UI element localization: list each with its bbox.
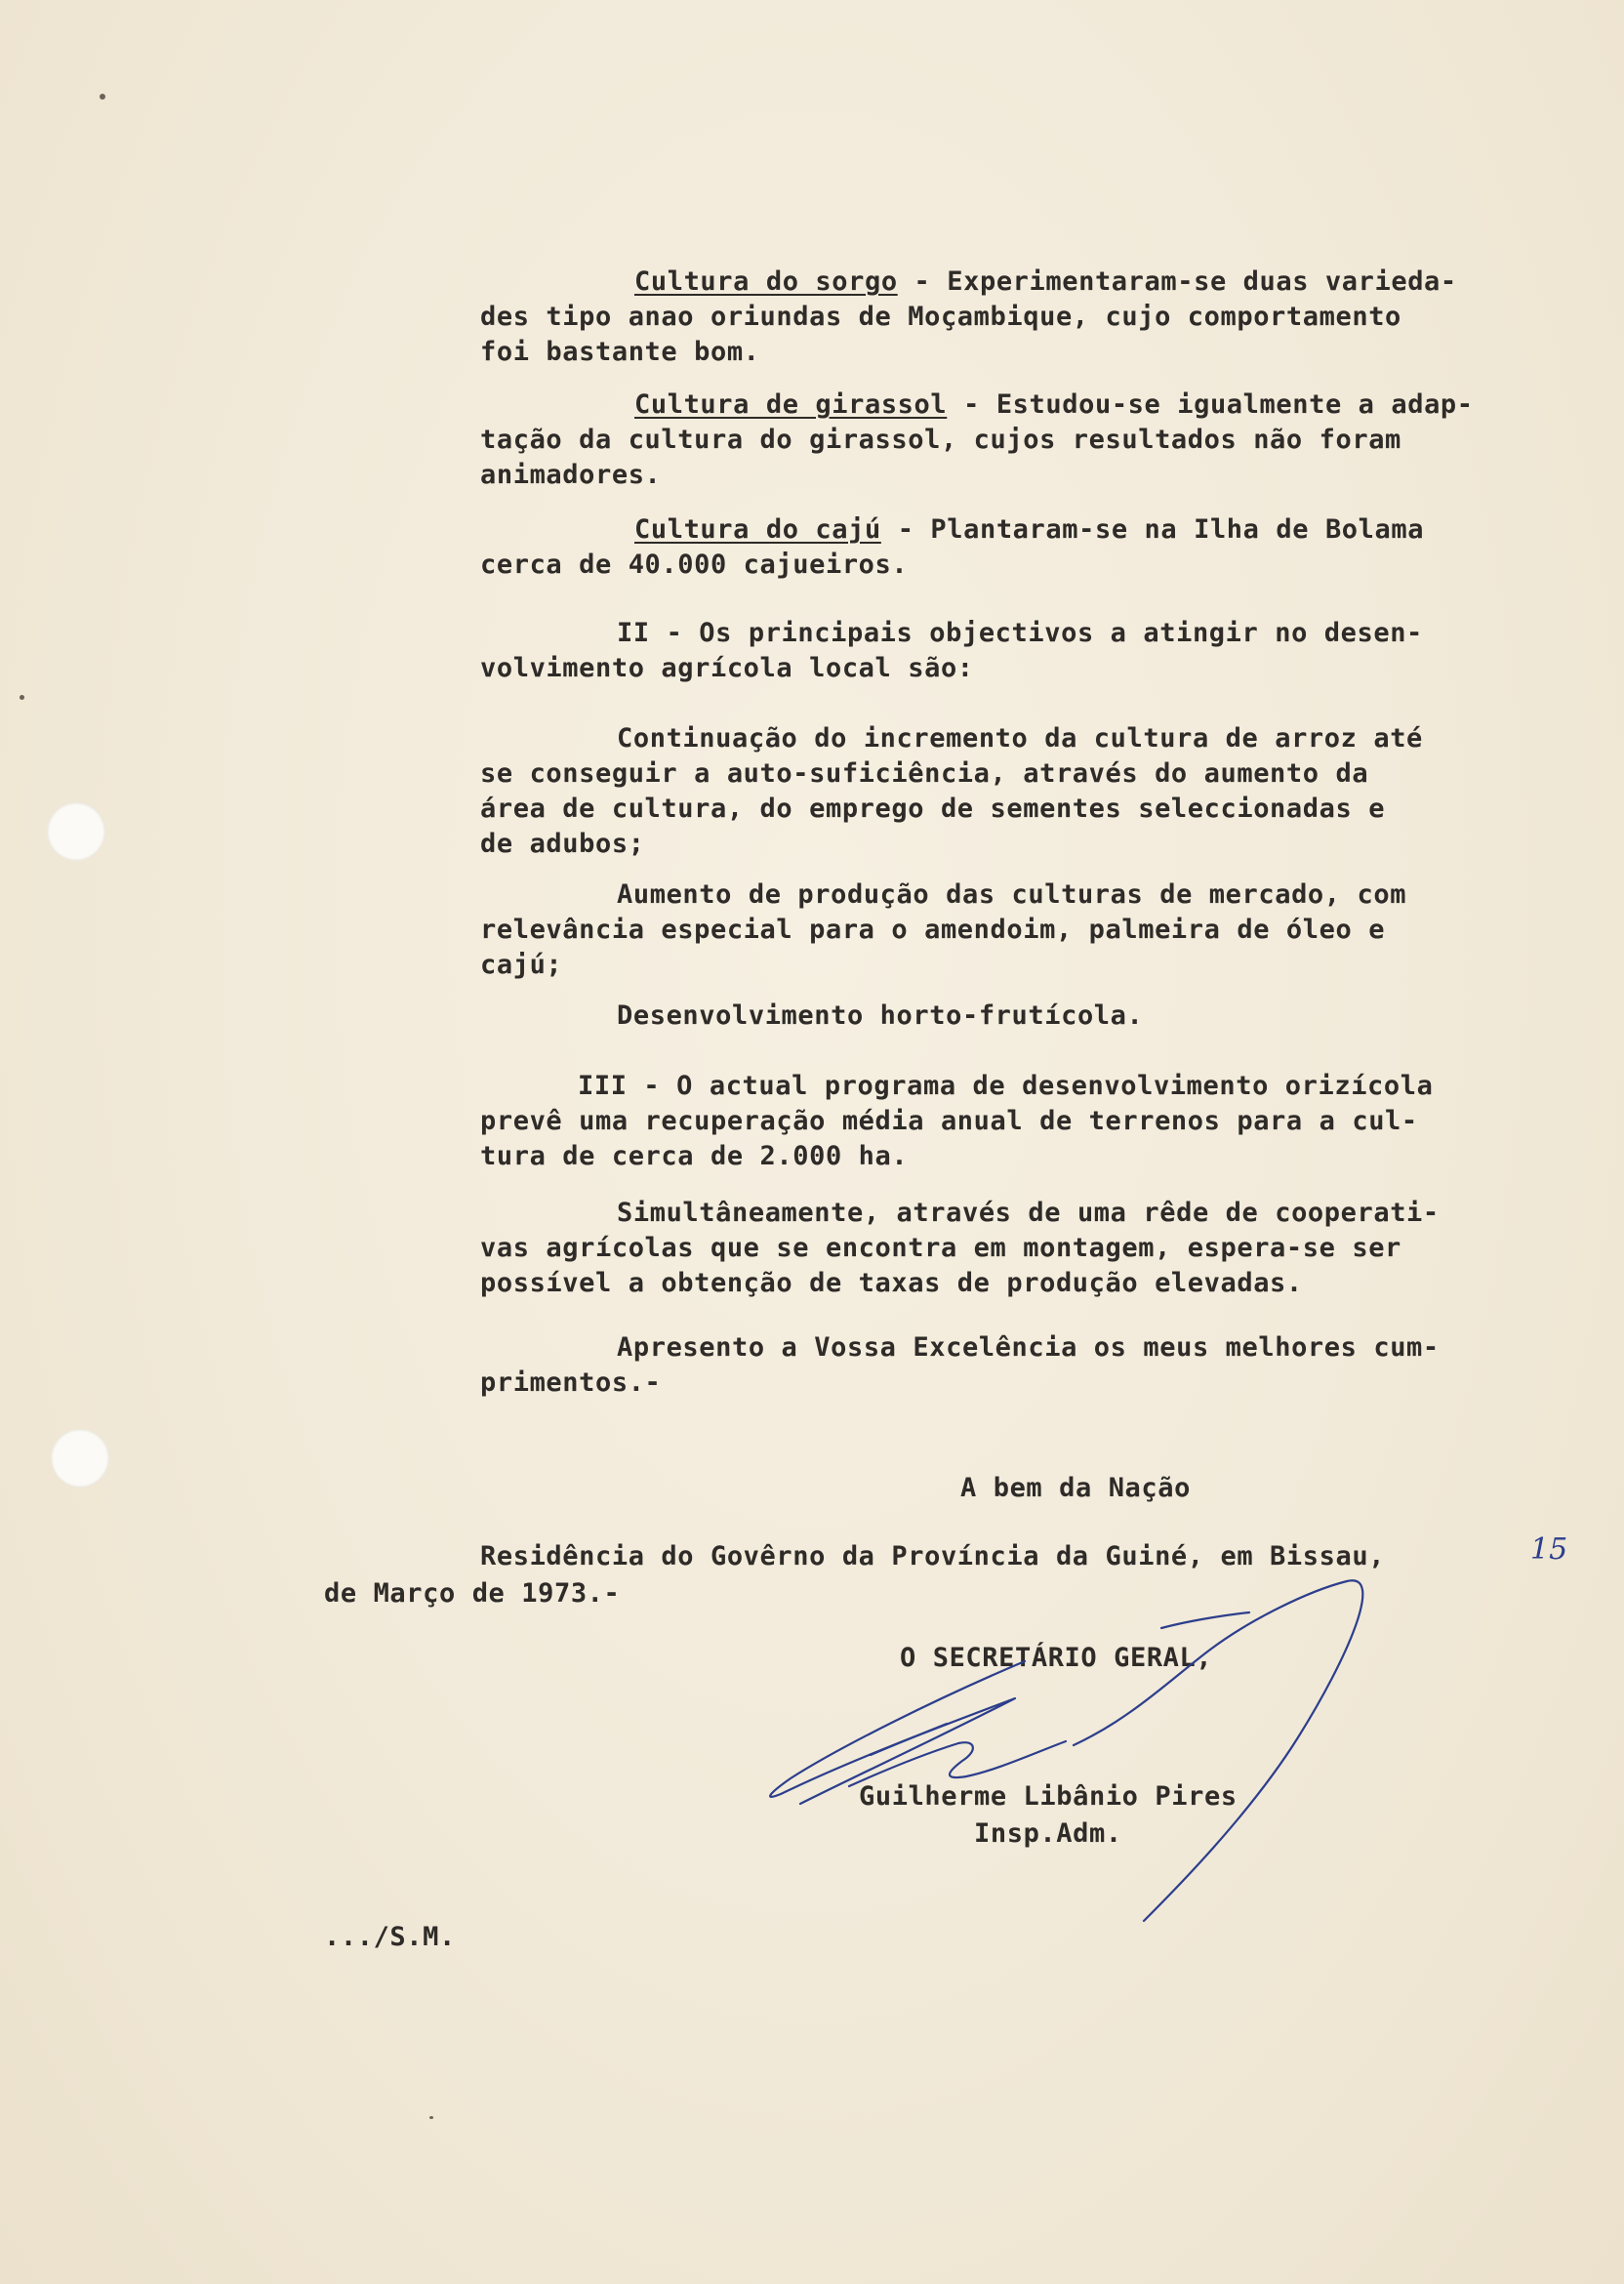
text-line: área de cultura, do emprego de sementes seleccionadas e <box>480 794 1386 824</box>
signatory-name: Guilherme Libânio Pires <box>859 1781 1238 1812</box>
text-line: animadores. <box>480 460 662 490</box>
text-line: II - Os principais objectivos a atingir no desen- <box>617 618 1423 648</box>
text-line: cerca de 40.000 cajueiros. <box>480 550 909 580</box>
section-heading: Cultura do cajú <box>634 514 881 545</box>
text-line: Aumento de produção das culturas de mercado, com <box>617 879 1407 910</box>
section-heading: Cultura do sorgo <box>634 266 898 297</box>
text-line: cajú; <box>480 950 563 980</box>
text-line: relevância especial para o amendoim, palmeira de óleo e <box>480 915 1386 945</box>
text-line: primentos.- <box>480 1367 662 1398</box>
text-line: Desenvolvimento horto-frutícola. <box>617 1000 1144 1031</box>
text-line: prevê uma recuperação média anual de terrenos para a cul- <box>480 1106 1418 1136</box>
punch-hole-bottom <box>51 1429 109 1488</box>
text-line: Cultura do cajú - Plantaram-se na Ilha de Bolama <box>634 514 1425 545</box>
punch-hole-top <box>47 802 105 861</box>
signatory-role: Insp.Adm. <box>974 1818 1122 1849</box>
closing-formula: A bem da Nação <box>960 1473 1191 1503</box>
paper-speck <box>429 2116 433 2119</box>
text-line: foi bastante bom. <box>480 337 760 367</box>
text-line: Cultura do sorgo - Experimentaram-se duas varieda- <box>634 266 1457 297</box>
text-line: de adubos; <box>480 829 645 859</box>
signatory-title: O SECRETÁRIO GERAL, <box>900 1643 1213 1673</box>
place-date-line: de Março de 1973.- <box>324 1578 621 1609</box>
text-line: vas agrícolas que se encontra em montagem, espera-se ser <box>480 1233 1401 1263</box>
text-line: tura de cerca de 2.000 ha. <box>480 1141 909 1171</box>
text-line: III - O actual programa de desenvolvimento orizícola <box>578 1071 1434 1101</box>
section-heading: Cultura de girassol <box>634 389 948 420</box>
paper-speck <box>20 695 24 700</box>
text-line: possível a obtenção de taxas de produção elevadas. <box>480 1268 1303 1298</box>
text-line: Cultura de girassol - Estudou-se igualmente a adap- <box>634 389 1474 420</box>
text-line: Apresento a Vossa Excelência os meus melhores cum- <box>617 1332 1440 1363</box>
text-line: volvimento agrícola local são: <box>480 653 974 683</box>
text-line: Simultâneamente, através de uma rêde de cooperati- <box>617 1198 1440 1228</box>
handwritten-day: 15 <box>1530 1532 1568 1567</box>
text-line: se conseguir a auto-suficiência, através do aumento da <box>480 758 1369 789</box>
place-date-line: Residência do Govêrno da Província da Guiné, em Bissau, <box>480 1541 1386 1571</box>
handwritten-signature <box>703 1552 1483 1923</box>
text-line: tação da cultura do girassol, cujos resultados não foram <box>480 425 1401 455</box>
paper-speck <box>100 94 105 100</box>
text-line: des tipo anao oriundas de Moçambique, cujo comportamento <box>480 302 1401 332</box>
text-line: Continuação do incremento da cultura de arroz até <box>617 723 1423 754</box>
reference-code: .../S.M. <box>324 1922 456 1952</box>
